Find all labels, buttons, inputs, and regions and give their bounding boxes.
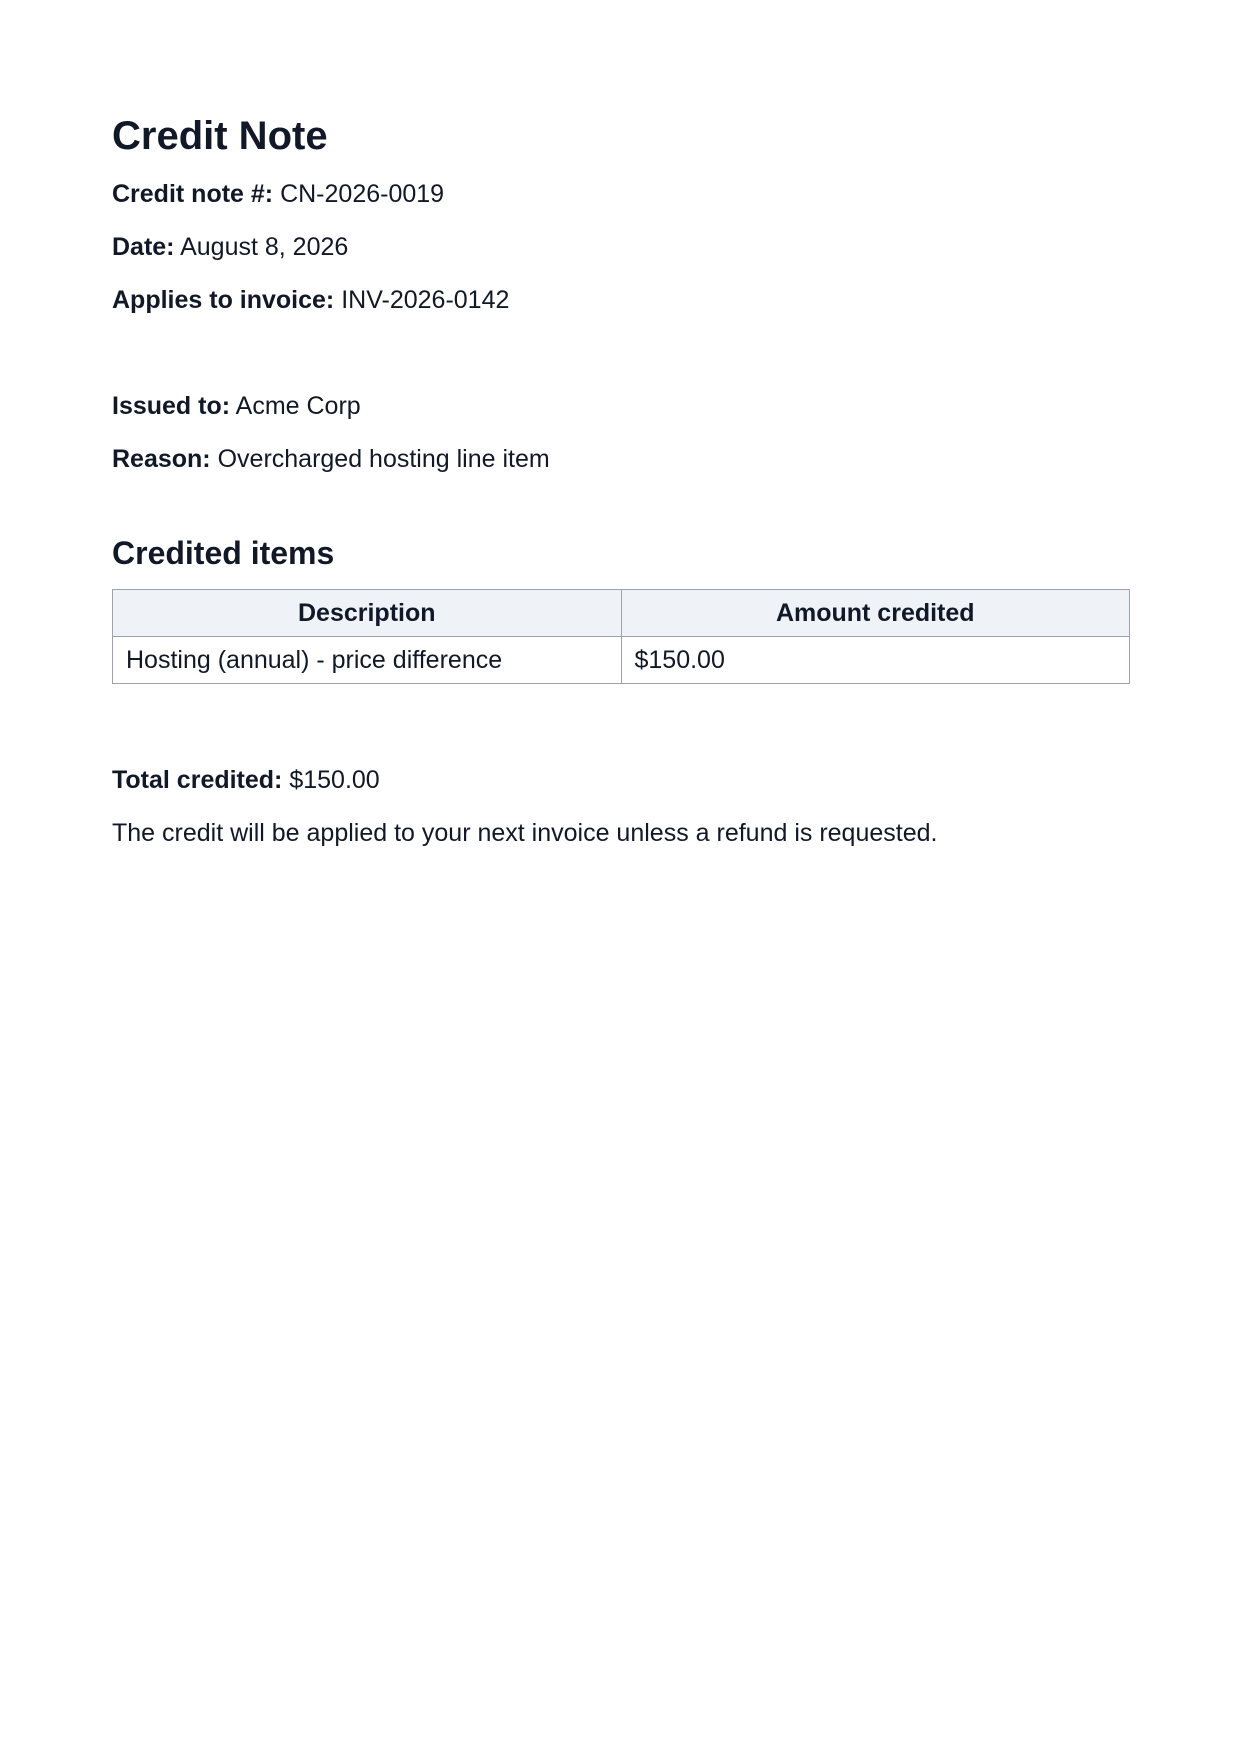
credited-items-table [112, 589, 1130, 684]
credit-note-page [112, 108, 1130, 851]
applies-to-invoice-value: INV-2026-0142 [341, 286, 510, 314]
credit-note-number-field [112, 176, 1130, 212]
reason-field [112, 441, 1130, 477]
issued-to-field [112, 388, 1130, 424]
date-value: August 8, 2026 [180, 233, 349, 261]
column-header-description: Description [113, 590, 622, 637]
table-row [113, 637, 1130, 684]
credit-note-number-value: CN-2026-0019 [280, 180, 445, 208]
item-amount-cell: $150.00 [621, 637, 1130, 684]
credit-application-note: The credit will be applied to your next invoice unless a refund is requested. [112, 819, 938, 847]
reason-label: Reason: [112, 445, 211, 473]
page-title: Credit Note [112, 114, 328, 158]
issued-to-label: Issued to: [112, 392, 231, 420]
table-header-row [113, 590, 1130, 637]
item-description-cell: Hosting (annual) - price difference [113, 637, 622, 684]
total-credited-value: $150.00 [289, 766, 380, 794]
applies-to-invoice-field [112, 282, 1130, 318]
column-header-amount-credited: Amount credited [621, 590, 1130, 637]
total-credited-label: Total credited: [112, 766, 283, 794]
applies-to-invoice-label: Applies to invoice: [112, 286, 335, 314]
issued-to-value: Acme Corp [235, 392, 361, 420]
total-credited-field [112, 762, 1130, 798]
credit-note-number-label: Credit note #: [112, 180, 274, 208]
date-field [112, 229, 1130, 265]
credited-items-heading: Credited items [112, 535, 335, 571]
reason-value: Overcharged hosting line item [217, 445, 550, 473]
date-label: Date: [112, 233, 175, 261]
